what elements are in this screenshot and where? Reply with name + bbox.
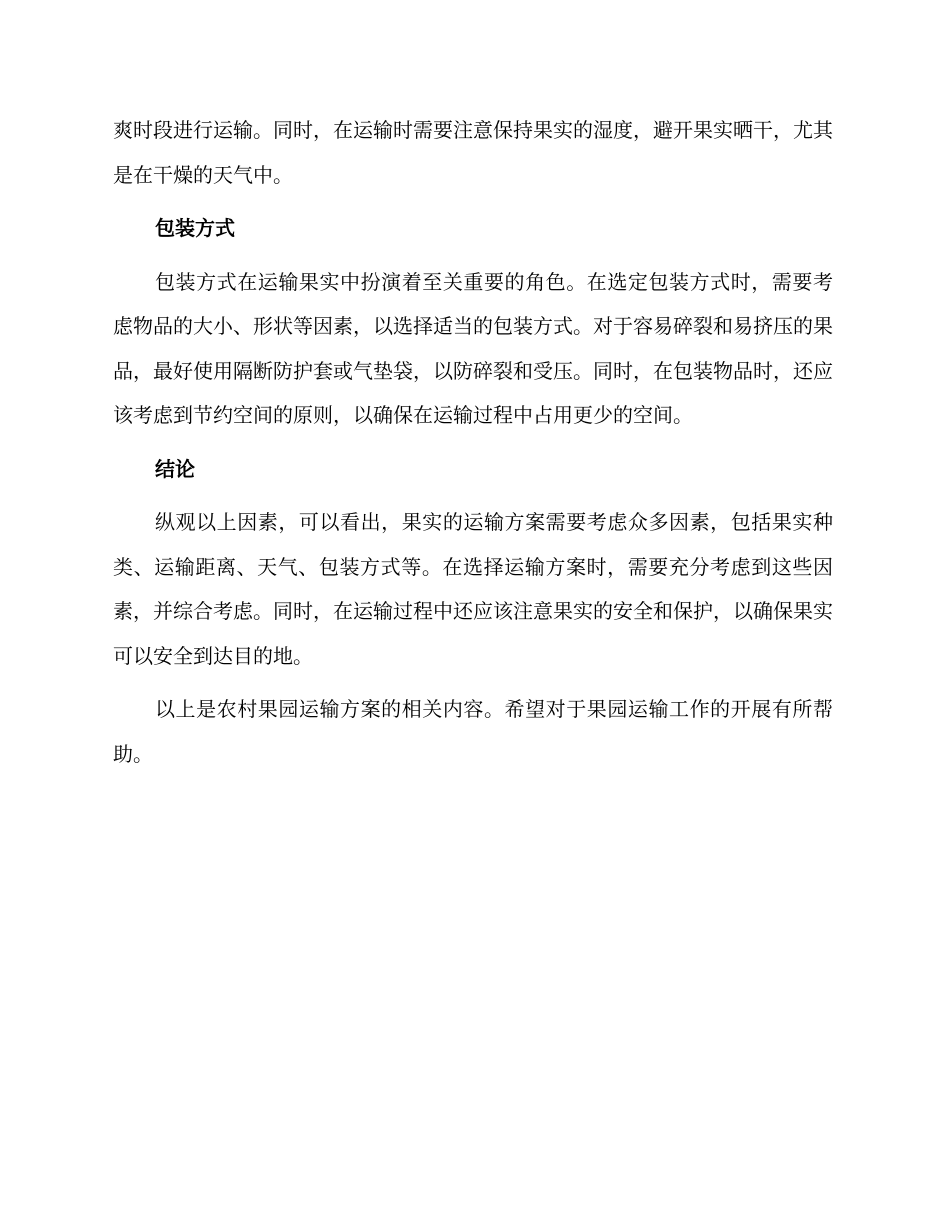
conclusion-paragraph: 纵观以上因素，可以看出，果实的运输方案需要考虑众多因素，包括果实种类、运输距离、天气、包装方式等。在选择运输方案时，需要充分考虑到这些因素，并综合考虑。同时，在运输过程中还应该注意果实的安全和保护，以确保果实可以安全到达目的地。 [113, 510, 833, 668]
section-heading-packaging: 包装方式 [155, 216, 235, 240]
document-body [113, 108, 833, 785]
continued-paragraph: 爽时段进行运输。同时，在运输时需要注意保持果实的湿度，避开果实晒干，尤其是在干燥的天气中。 [113, 118, 833, 187]
closing-paragraph: 以上是农村果园运输方案的相关内容。希望对于果园运输工作的开展有所帮助。 [113, 697, 833, 766]
section-heading-conclusion: 结论 [155, 456, 195, 481]
packaging-paragraph: 包装方式在运输果实中扮演着至关重要的角色。在选定包装方式时，需要考虑物品的大小、形状等因素，以选择适当的包装方式。对于容易碎裂和易挤压的果品，最好使用隔断防护套或气垫袋，以防碎裂和受压。同时，在包装物品时，还应该考虑到节约空间的原则，以确保在运输过程中占用更少的空间。 [113, 269, 833, 427]
